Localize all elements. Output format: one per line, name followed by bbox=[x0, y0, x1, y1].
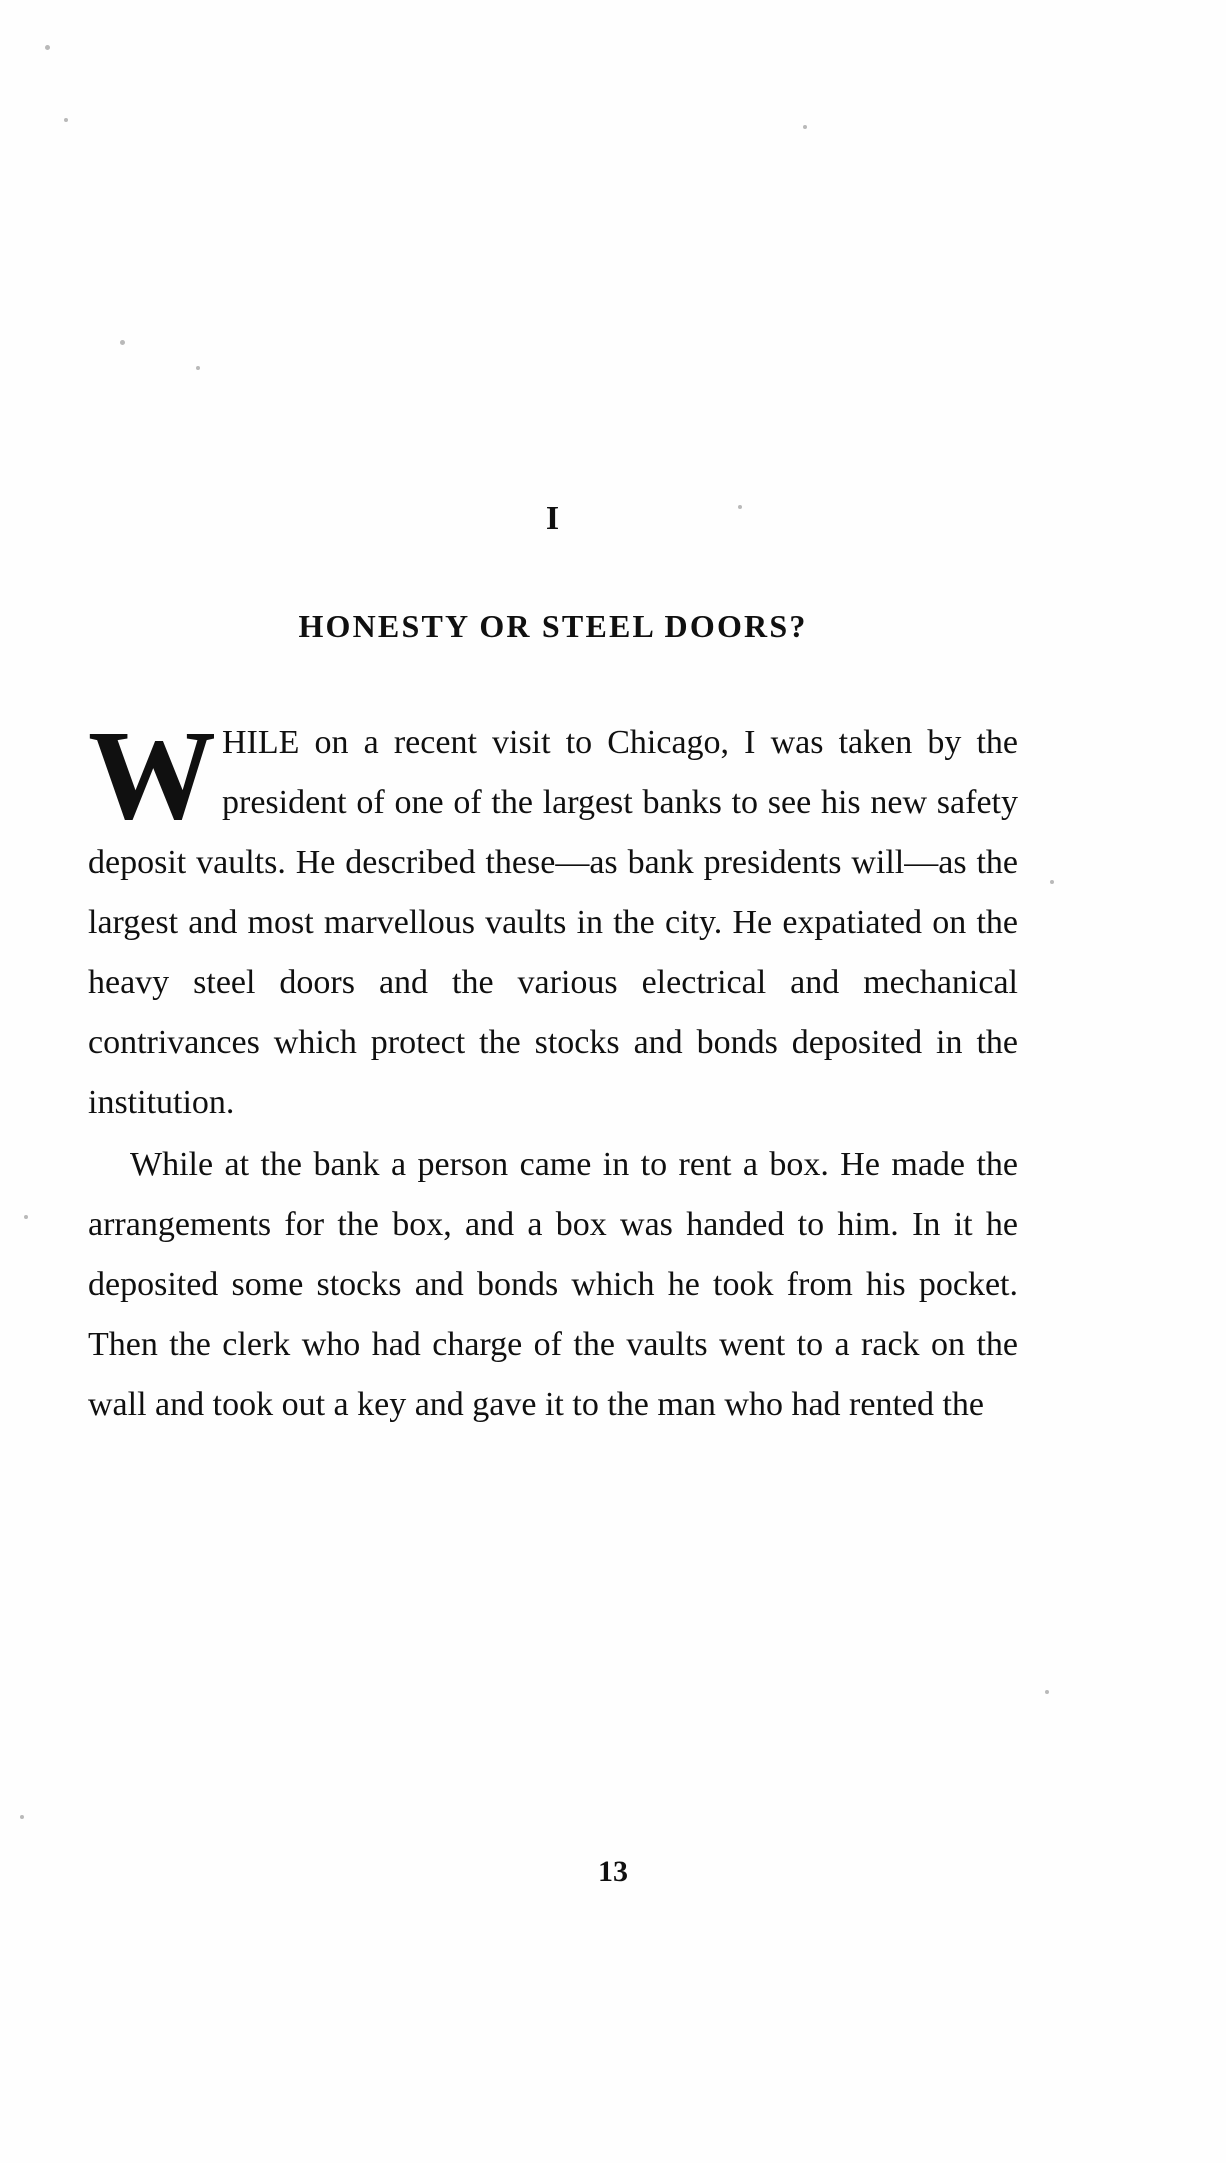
paper-speck bbox=[20, 1815, 24, 1819]
paragraph-text: HILE on a recent visit to Chicago, I was taken by the president of one of the largest banks to see his new safety deposit vaults. He described these—as bank presidents will—as the largest and most marvellous vaults in the city. He expatiated on the heavy steel doors and the various electrical and mechanical contrivances which protect the stocks and bonds deposited in the institution. bbox=[88, 724, 1018, 1121]
paper-speck bbox=[1050, 880, 1054, 884]
paper-speck bbox=[1045, 1690, 1049, 1694]
chapter-title: HONESTY OR STEEL DOORS? bbox=[298, 608, 808, 644]
paper-speck bbox=[120, 340, 125, 345]
paper-speck bbox=[196, 366, 200, 370]
page-number: 13 bbox=[598, 1855, 628, 1888]
paragraph bbox=[88, 1135, 1018, 1435]
paragraph-text: While at the bank a person came in to rent a box. He made the arrangements for the box, and a box was handed to him. In it he deposited some stocks and bonds which he took from his pocket. Then the clerk who had charge of the vaults went to a rack on the wall and took out a key and gave it to the man who had rented the bbox=[88, 1146, 1018, 1423]
paper-speck bbox=[64, 118, 68, 122]
body-text bbox=[88, 704, 1018, 1435]
paper-speck bbox=[24, 1215, 28, 1219]
paper-speck bbox=[803, 125, 807, 129]
paragraph bbox=[88, 704, 1018, 1133]
drop-cap: W bbox=[88, 704, 216, 846]
page-text-block bbox=[88, 500, 1018, 1435]
chapter-number: I bbox=[545, 500, 561, 537]
paper-speck bbox=[45, 45, 50, 50]
